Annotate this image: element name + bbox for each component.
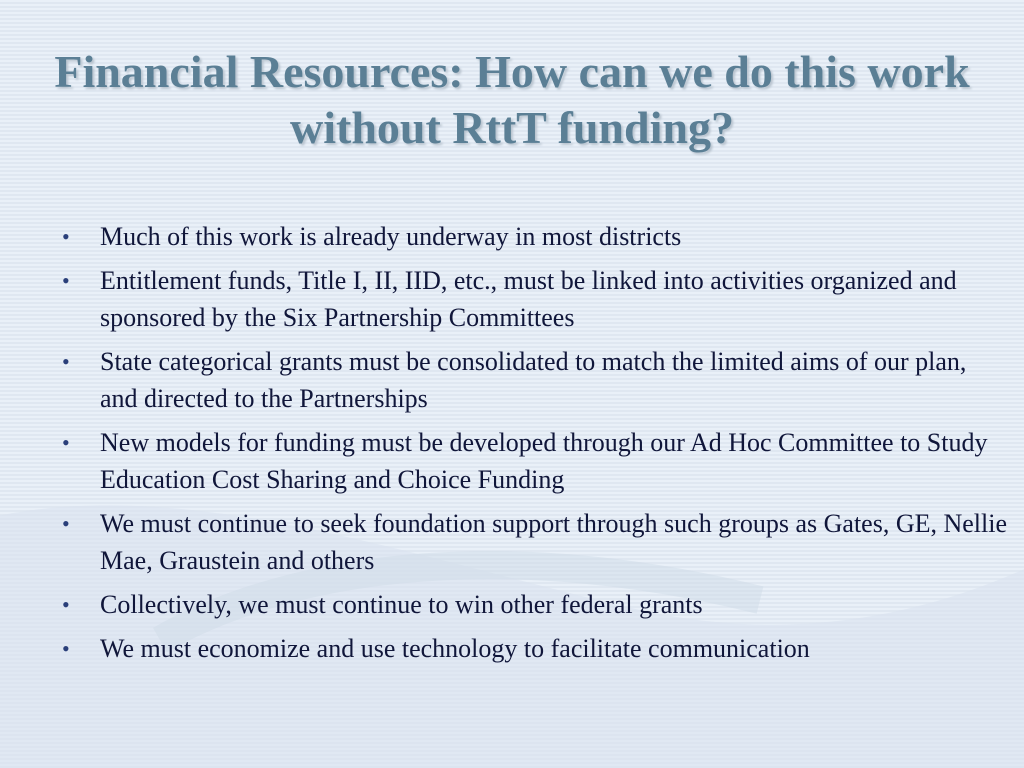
bullet-dot-icon: •	[62, 349, 70, 374]
bullet-item	[60, 262, 1010, 336]
slide-title: Financial Resources: How can we do this work without RttT funding?	[54, 46, 970, 153]
bullet-dot-icon: •	[62, 511, 70, 536]
bullet-item	[60, 424, 1010, 498]
bullet-item	[60, 505, 1010, 579]
bullet-item	[60, 218, 1010, 255]
bullet-text: Collectively, we must continue to win other federal grants	[100, 590, 703, 619]
bullet-text: We must continue to seek foundation support through such groups as Gates, GE, Nellie Mae, Graustein and others	[100, 509, 1008, 575]
bullet-text: Much of this work is already underway in most districts	[100, 222, 682, 251]
bullet-dot-icon: •	[62, 224, 70, 249]
bullet-dot-icon: •	[62, 430, 70, 455]
bullet-item	[60, 343, 1010, 417]
bullet-dot-icon: •	[62, 268, 70, 293]
bullet-text: Entitlement funds, Title I, II, IID, etc., must be linked into activities organized and sponsored by the Six Partnership Committees	[100, 266, 957, 332]
bullet-list	[60, 218, 1010, 674]
bullet-item	[60, 586, 1010, 623]
bullet-dot-icon: •	[62, 636, 70, 661]
bullet-text: New models for funding must be developed through our Ad Hoc Committee to Study Education Cost Sharing and Choice Funding	[100, 428, 988, 494]
bullet-item	[60, 630, 1010, 667]
bullet-text: We must economize and use technology to facilitate communication	[100, 634, 810, 663]
bullet-text: State categorical grants must be consolidated to match the limited aims of our plan, and directed to the Partnerships	[100, 347, 967, 413]
bullet-dot-icon: •	[62, 592, 70, 617]
